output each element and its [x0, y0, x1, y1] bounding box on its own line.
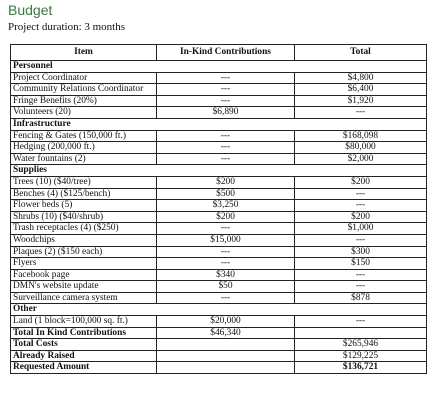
- item-cell: Surveillance camera system: [11, 292, 157, 304]
- table-row: [11, 130, 427, 142]
- in-kind-cell: ---: [157, 153, 295, 165]
- item-cell: Flower beds (5): [11, 200, 157, 212]
- item-cell: Requested Amount: [11, 362, 157, 374]
- table-row: [11, 246, 427, 258]
- item-cell: Total Costs: [11, 339, 157, 351]
- table-row: [11, 95, 427, 107]
- section-row: [11, 165, 427, 177]
- in-kind-cell: ---: [157, 258, 295, 270]
- in-kind-cell: ---: [157, 246, 295, 258]
- section-label: Other: [11, 304, 427, 316]
- section-row: [11, 61, 427, 73]
- in-kind-cell: $200: [157, 176, 295, 188]
- in-kind-cell: ---: [157, 72, 295, 84]
- section-label: Infrastructure: [11, 118, 427, 130]
- document-title: Budget: [8, 2, 53, 18]
- in-kind-cell: $50: [157, 281, 295, 293]
- total-cell: ---: [295, 107, 427, 119]
- table-row: [11, 281, 427, 293]
- total-cell: [295, 327, 427, 339]
- in-kind-cell: ---: [157, 292, 295, 304]
- column-header-total: Total: [295, 45, 427, 61]
- section-label: Personnel: [11, 61, 427, 73]
- total-cell: ---: [295, 200, 427, 212]
- item-cell: Benches (4) ($125/bench): [11, 188, 157, 200]
- column-header-item: Item: [11, 45, 157, 61]
- total-cell: ---: [295, 316, 427, 328]
- total-cell: $6,400: [295, 84, 427, 96]
- section-label: Supplies: [11, 165, 427, 177]
- in-kind-cell: $46,340: [157, 327, 295, 339]
- item-cell: Trees (10) ($40/tree): [11, 176, 157, 188]
- table-header-row: [11, 45, 427, 61]
- table-row: [11, 142, 427, 154]
- item-cell: Woodchips: [11, 234, 157, 246]
- total-cell: ---: [295, 234, 427, 246]
- in-kind-cell: ---: [157, 84, 295, 96]
- item-cell: Project Coordinator: [11, 72, 157, 84]
- section-row: [11, 304, 427, 316]
- in-kind-cell: ---: [157, 130, 295, 142]
- table-row: [11, 211, 427, 223]
- budget-table: [10, 44, 427, 374]
- in-kind-cell: ---: [157, 223, 295, 235]
- table-row: [11, 223, 427, 235]
- table-row: [11, 153, 427, 165]
- section-row: [11, 118, 427, 130]
- in-kind-cell: [157, 350, 295, 362]
- total-cell: $265,946: [295, 339, 427, 351]
- in-kind-cell: $15,000: [157, 234, 295, 246]
- item-cell: Total In Kind Contributions: [11, 327, 157, 339]
- item-cell: Land (1 block=100,000 sq. ft.): [11, 316, 157, 328]
- summary-row: [11, 350, 427, 362]
- table-row: [11, 234, 427, 246]
- total-cell: $136,721: [295, 362, 427, 374]
- item-cell: Trash receptacles (4) ($250): [11, 223, 157, 235]
- total-cell: $1,000: [295, 223, 427, 235]
- total-cell: $168,098: [295, 130, 427, 142]
- total-cell: ---: [295, 269, 427, 281]
- table-row: [11, 269, 427, 281]
- in-kind-cell: $340: [157, 269, 295, 281]
- item-cell: Shrubs (10) ($40/shrub): [11, 211, 157, 223]
- total-cell: $878: [295, 292, 427, 304]
- table-row: [11, 316, 427, 328]
- table-row: [11, 188, 427, 200]
- total-cell: $200: [295, 211, 427, 223]
- total-cell: $300: [295, 246, 427, 258]
- table-row: [11, 292, 427, 304]
- summary-row: [11, 362, 427, 374]
- in-kind-cell: [157, 339, 295, 351]
- table-row: [11, 72, 427, 84]
- item-cell: Fencing & Gates (150,000 ft.): [11, 130, 157, 142]
- in-kind-cell: $500: [157, 188, 295, 200]
- total-cell: $4,800: [295, 72, 427, 84]
- project-duration: Project duration: 3 months: [8, 21, 126, 33]
- total-cell: ---: [295, 188, 427, 200]
- in-kind-cell: $3,250: [157, 200, 295, 212]
- table-row: [11, 107, 427, 119]
- total-cell: $129,225: [295, 350, 427, 362]
- in-kind-cell: $200: [157, 211, 295, 223]
- table-row: [11, 84, 427, 96]
- table-row: [11, 258, 427, 270]
- column-header-in-kind: In-Kind Contributions: [157, 45, 295, 61]
- total-cell: ---: [295, 281, 427, 293]
- item-cell: Flyers: [11, 258, 157, 270]
- item-cell: Fringe Benefits (20%): [11, 95, 157, 107]
- in-kind-cell: $6,890: [157, 107, 295, 119]
- in-kind-cell: [157, 362, 295, 374]
- in-kind-cell: ---: [157, 95, 295, 107]
- budget-table-body: [11, 61, 427, 374]
- total-cell: $150: [295, 258, 427, 270]
- total-cell: $1,920: [295, 95, 427, 107]
- total-cell: $200: [295, 176, 427, 188]
- summary-row: [11, 339, 427, 351]
- item-cell: Hedging (200,000 ft.): [11, 142, 157, 154]
- item-cell: Water fountains (2): [11, 153, 157, 165]
- total-cell: $80,000: [295, 142, 427, 154]
- table-row: [11, 200, 427, 212]
- item-cell: Plaques (2) ($150 each): [11, 246, 157, 258]
- item-cell: DMN's website update: [11, 281, 157, 293]
- total-cell: $2,000: [295, 153, 427, 165]
- item-cell: Community Relations Coordinator: [11, 84, 157, 96]
- in-kind-cell: ---: [157, 142, 295, 154]
- item-cell: Volunteers (20): [11, 107, 157, 119]
- table-row: [11, 176, 427, 188]
- item-cell: Facebook page: [11, 269, 157, 281]
- summary-row: [11, 327, 427, 339]
- item-cell: Already Raised: [11, 350, 157, 362]
- in-kind-cell: $20,000: [157, 316, 295, 328]
